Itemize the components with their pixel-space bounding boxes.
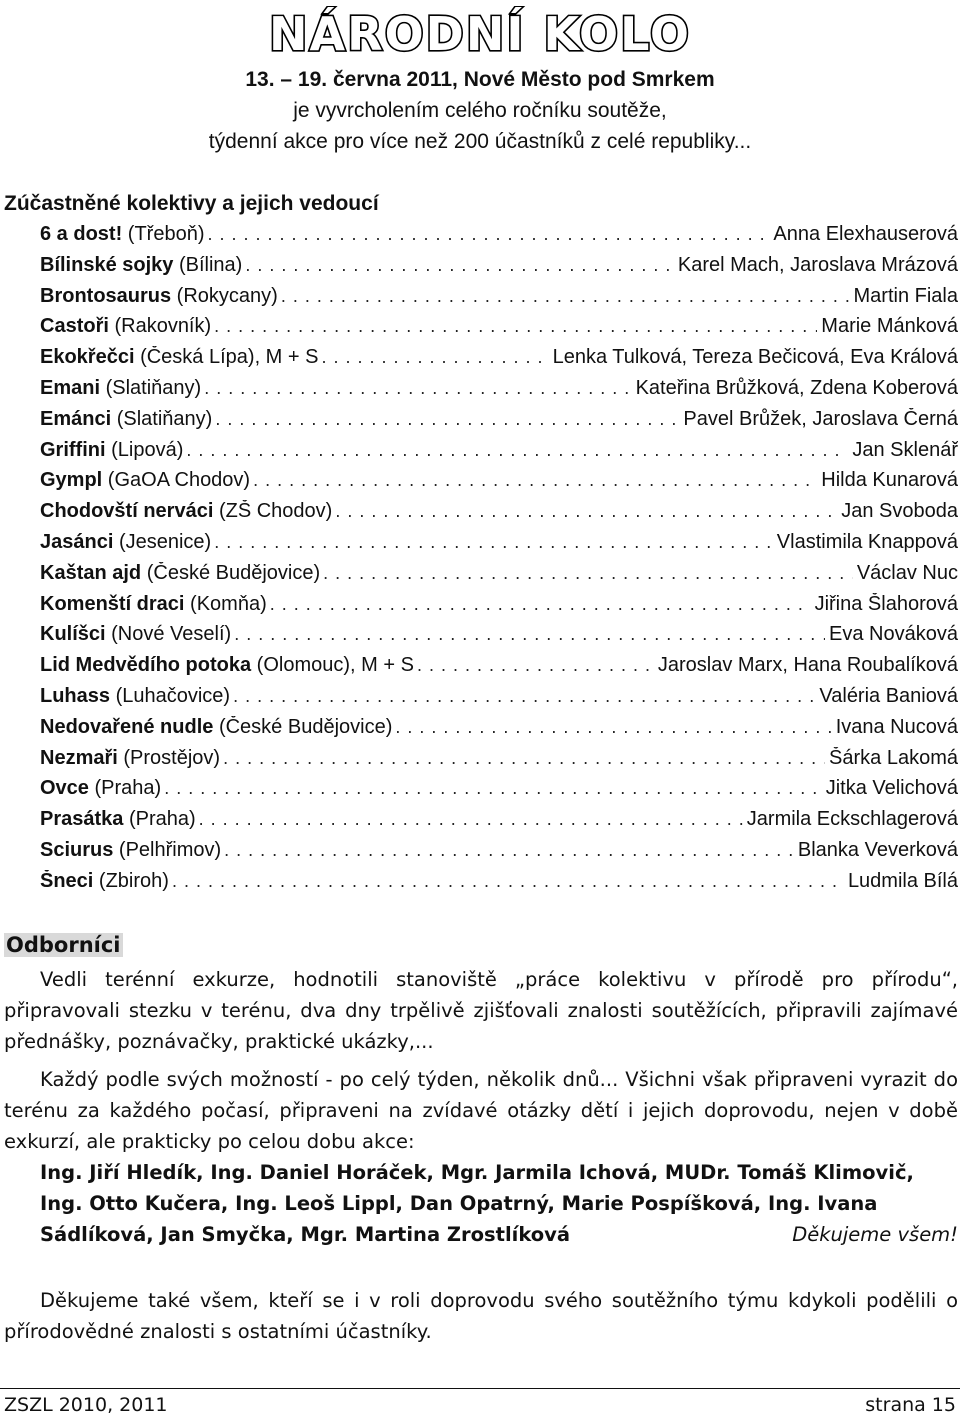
team-name: Ovce (40, 777, 89, 800)
footer-left: ZSZL 2010, 2011 (4, 1394, 168, 1416)
team-row (40, 346, 958, 377)
team-name: Komenští draci (40, 592, 185, 615)
closing-paragraph-text: Děkujeme také všem, kteří se i v roli doprovodu svého soutěžního týmu kdykoli podělili o přírodovědné znalosti s ostatními účastníky. (4, 1289, 958, 1343)
team-leader: Jan Sklenář (852, 438, 958, 461)
dot-leader (214, 532, 773, 553)
team-leader: Kateřina Brůžková, Zdena Koberová (635, 376, 958, 399)
team-row (40, 377, 958, 408)
team-leader: Jarmila Eckschlagerová (746, 808, 958, 831)
team-name: Brontosaurus (40, 284, 172, 307)
team-leader: Pavel Brůžek, Jaroslava Černá (683, 407, 958, 430)
team-location: (Zbiroh) (93, 869, 169, 892)
experts-names (40, 1157, 958, 1250)
team-row (40, 254, 958, 285)
team-row (40, 870, 958, 901)
team-row (40, 315, 958, 346)
team-name: Nedovařené nudle (40, 715, 214, 738)
team-name: Gympl (40, 469, 103, 492)
team-location: (Slatiňany) (111, 407, 213, 430)
team-row (40, 223, 958, 254)
team-row (40, 777, 958, 808)
dot-leader (215, 409, 679, 430)
team-location: (GaOA Chodov) (102, 469, 251, 492)
dot-leader (233, 686, 815, 707)
dot-leader (199, 809, 743, 830)
team-location: (Luhačovice) (110, 684, 231, 707)
dot-leader (335, 501, 837, 522)
dot-leader (417, 655, 654, 676)
team-name: Chodovští nerváci (40, 500, 214, 523)
team-row (40, 285, 958, 316)
dot-leader (172, 871, 844, 892)
team-location: (Jesenice) (113, 530, 212, 553)
dot-leader (186, 440, 848, 461)
dot-leader (208, 224, 770, 245)
team-row (40, 439, 958, 470)
intro (0, 64, 960, 157)
team-leader: Karel Mach, Jaroslava Mrázová (677, 253, 958, 276)
team-leader: Marie Mánková (821, 315, 958, 338)
team-leader: Václav Nuc (856, 561, 958, 584)
team-name: Emánci (40, 407, 112, 430)
teams-heading: Zúčastněné kolektivy a jejich vedoucí (4, 192, 379, 215)
dot-leader (323, 563, 853, 584)
experts-paragraph-2-text: Každý podle svých možností - po celý týden, několik dnů... Všichni však připraveni vyrazit do terénu za každého počasí, připraveni na zvídavé otázky dětí i jejich doprovodu, nejen v době exkurzí, ale prakticky po celou dobu akce: (4, 1068, 958, 1153)
team-name: Ekokřečci (40, 346, 135, 369)
team-leader: Vlastimila Knappová (776, 530, 958, 553)
experts-paragraph-2 (4, 1064, 958, 1157)
team-location: (Pelhřimov) (113, 838, 222, 861)
team-location: (Prostějov) (117, 746, 221, 769)
team-row (40, 685, 958, 716)
team-location: (Praha) (88, 777, 162, 800)
team-leader: Ivana Nucová (835, 715, 958, 738)
team-leader: Jaroslav Marx, Hana Roubalíková (657, 654, 958, 677)
team-leader: Hilda Kunarová (821, 469, 958, 492)
page-title-graphic (240, 6, 720, 60)
team-name: Castoři (40, 315, 109, 338)
page-title (0, 6, 960, 60)
team-location: (České Budějovice) (213, 715, 393, 738)
footer (4, 1394, 956, 1416)
experts-paragraph-1 (4, 964, 958, 1057)
team-location: (Lipová) (105, 438, 184, 461)
team-name: Nezmaři (40, 746, 118, 769)
team-name: Kaštan ajd (40, 561, 142, 584)
team-name: 6 a dost! (40, 223, 123, 245)
team-location: (Rokycany) (171, 284, 278, 307)
team-location: (Rakovník) (108, 315, 212, 338)
teams-list (40, 223, 958, 901)
team-name: Prasátka (40, 808, 124, 831)
team-leader: Valéria Baniová (819, 684, 958, 707)
dot-leader (395, 717, 831, 738)
team-leader: Martin Fiala (853, 284, 958, 307)
dot-leader (224, 840, 794, 861)
team-name: Lid Medvědího potoka (40, 654, 252, 677)
team-location: (Třeboň) (122, 223, 205, 245)
team-row (40, 654, 958, 685)
team-location: (Nové Veselí) (105, 623, 232, 646)
team-leader: Jitka Velichová (825, 777, 958, 800)
footer-divider (0, 1388, 960, 1389)
team-row (40, 747, 958, 778)
team-leader: Šárka Lakomá (829, 746, 958, 769)
dot-leader (223, 748, 825, 769)
experts-heading: Odborníci (6, 933, 121, 957)
team-row (40, 808, 958, 839)
dot-leader (281, 286, 850, 307)
team-name: Kulíšci (40, 623, 106, 646)
intro-date-line: 13. – 19. června 2011, Nové Město pod Smrkem (245, 68, 715, 91)
dot-leader (270, 594, 811, 615)
dot-leader (321, 347, 548, 368)
experts-thanks: Děkujeme všem! (792, 1223, 958, 1246)
team-name: Luhass (40, 684, 111, 707)
team-location: (Slatiňany) (100, 376, 202, 399)
closing-paragraph (4, 1285, 958, 1347)
team-row (40, 469, 958, 500)
intro-line-2: je vyvrcholením celého ročníku soutěže, (293, 99, 667, 122)
page-title-text: NÁRODNÍ KOLO (269, 7, 691, 60)
team-leader: Jan Svoboda (841, 500, 958, 523)
team-location: (Komňa) (184, 592, 267, 615)
dot-leader (245, 255, 674, 276)
team-location: (Bílina) (173, 253, 243, 276)
team-row (40, 593, 958, 624)
dot-leader (214, 316, 817, 337)
team-name: Jasánci (40, 530, 114, 553)
intro-line-3: týdenní akce pro více než 200 účastníků z celé republiky... (208, 130, 752, 153)
team-leader: Anna Elexhauserová (773, 223, 958, 245)
team-row (40, 562, 958, 593)
dot-leader (253, 470, 817, 491)
team-location: (ZŠ Chodov) (213, 500, 333, 523)
team-row (40, 531, 958, 562)
team-name: Emani (40, 376, 101, 399)
team-leader: Blanka Veverková (797, 838, 958, 861)
experts-paragraph-1-text: Vedli terénní exkurze, hodnotili stanoviště „práce kolektivu v přírodě pro přírodu“, připravovali stezku v terénu, dva dny trpělivě zjišťovali znalosti soutěžících, připravili zajímavé přednášky, poznávačky, praktické ukázky,... (4, 968, 958, 1053)
team-location: (Praha) (123, 808, 196, 831)
team-location: (České Budějovice) (141, 561, 321, 584)
team-name: Šneci (40, 869, 94, 892)
team-leader: Eva Nováková (829, 623, 958, 646)
team-leader: Lenka Tulková, Tereza Bečicová, Eva Králová (552, 346, 958, 369)
team-row (40, 408, 958, 439)
team-location: (Olomouc), M + S (251, 654, 414, 677)
dot-leader (164, 778, 822, 799)
team-row (40, 716, 958, 747)
team-location: (Česká Lípa), M + S (134, 346, 319, 369)
team-row (40, 623, 958, 654)
team-row (40, 839, 958, 870)
footer-page-number: strana 15 (865, 1394, 956, 1416)
team-leader: Jiřina Šlahorová (814, 592, 958, 615)
team-name: Griffini (40, 438, 106, 461)
team-leader: Ludmila Bílá (847, 869, 958, 892)
experts-names-text: Ing. Jiří Hledík, Ing. Daniel Horáček, Mgr. Jarmila Ichová, MUDr. Tomáš Klimovič, Ing. Otto Kučera, Ing. Leoš Lippl, Dan Opatrný, Marie Pospíšková, Ing. Ivana Sádlíková, Jan Smyčka, Mgr. Martina Zrostlíková (40, 1161, 914, 1246)
dot-leader (234, 624, 825, 645)
dot-leader (204, 378, 631, 399)
team-name: Sciurus (40, 838, 114, 861)
team-row (40, 500, 958, 531)
team-name: Bílinské sojky (40, 253, 174, 276)
